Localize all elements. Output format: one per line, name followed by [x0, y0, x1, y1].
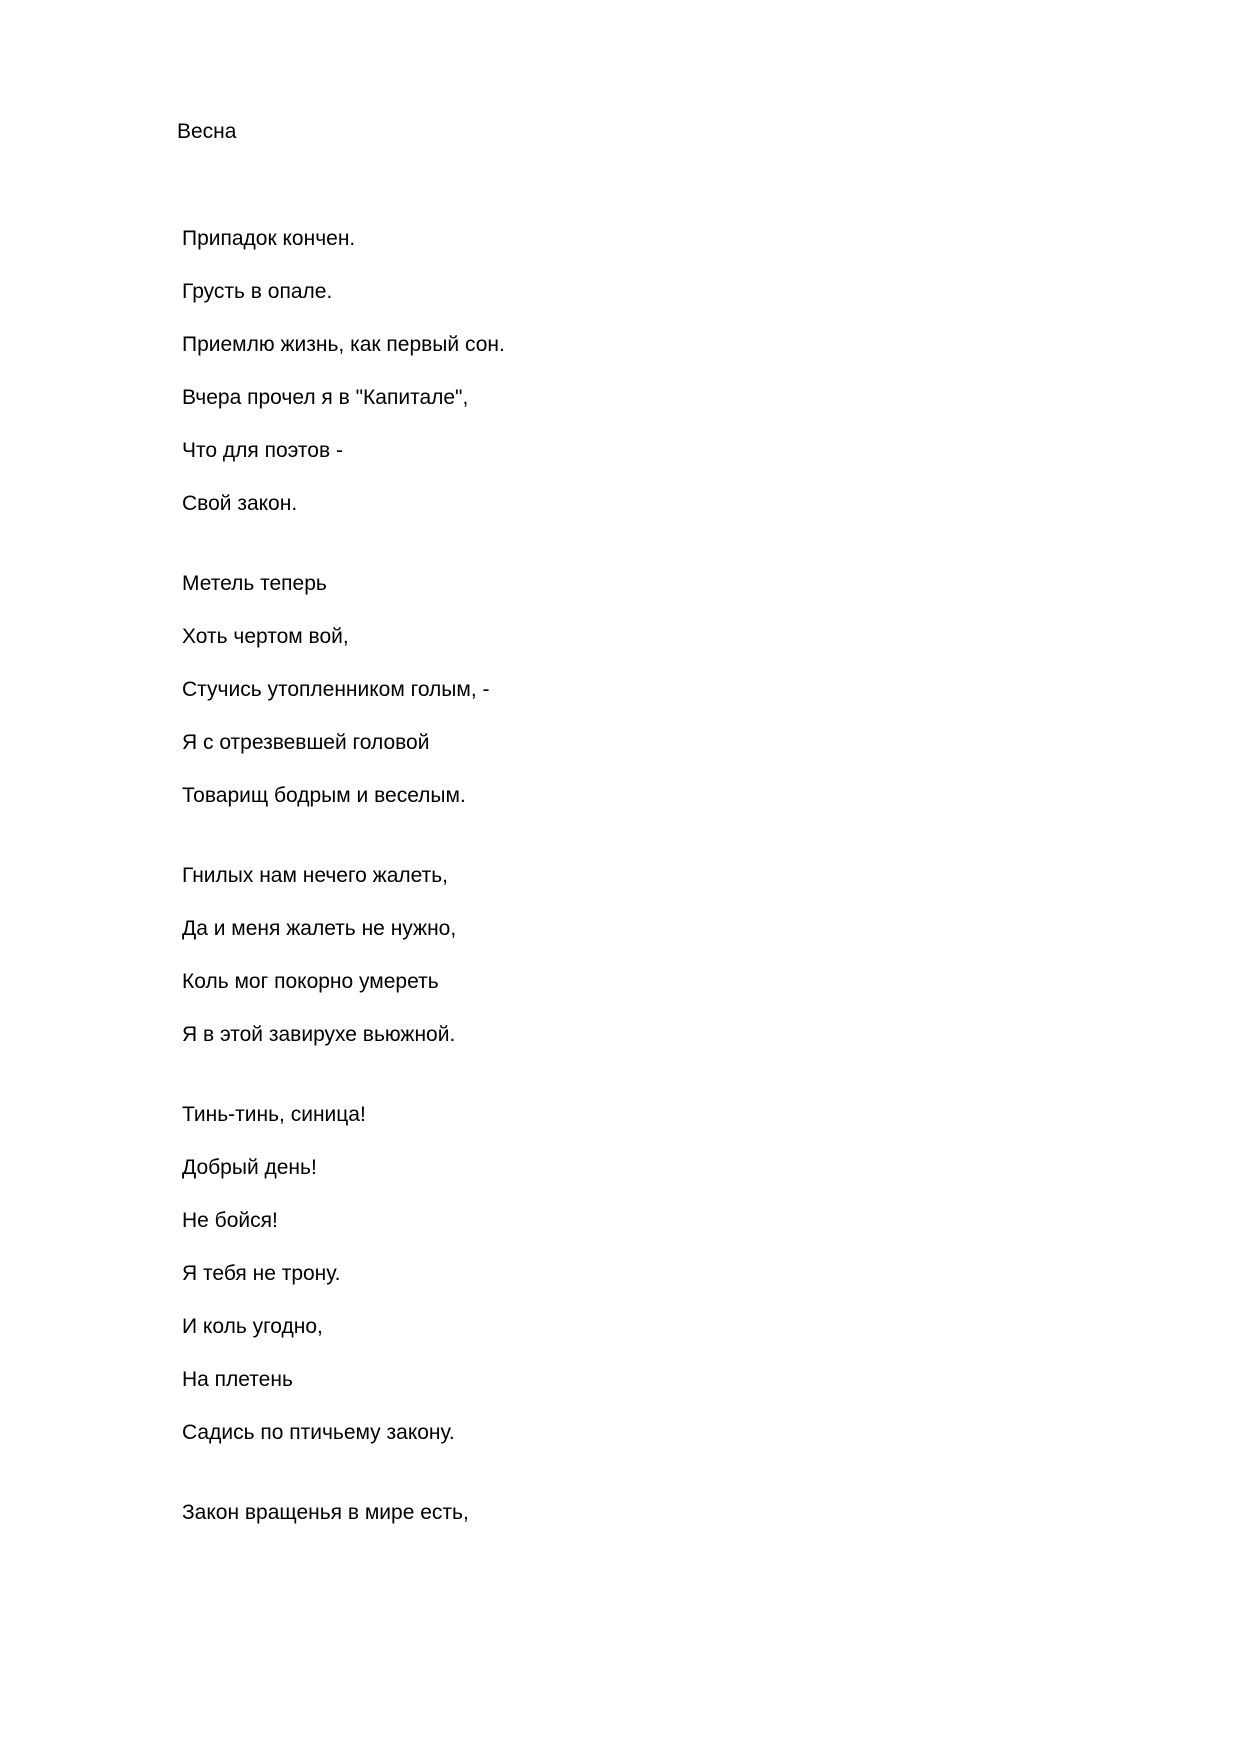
poem-line: И коль угодно,	[182, 1315, 323, 1338]
poem-line: Приемлю жизнь, как первый сон.	[182, 333, 505, 356]
poem-line: Я тебя не трону.	[182, 1262, 341, 1285]
poem-line: Вчера прочел я в "Капитале",	[182, 386, 469, 409]
stanza-4	[182, 1101, 505, 1446]
poem-line: Припадок кончен.	[182, 227, 356, 250]
poem-line: Стучись утопленником голым, -	[182, 678, 490, 701]
stanza-1	[182, 225, 505, 517]
poem-line: На плетень	[182, 1368, 293, 1391]
stanza-3	[182, 862, 505, 1048]
poem-line: Садись по птичьему закону.	[182, 1421, 455, 1444]
poem-line: Закон вращенья в мире есть,	[182, 1501, 469, 1524]
poem-line: Тинь-тинь, синица!	[182, 1103, 366, 1126]
poem-line: Метель теперь	[182, 572, 327, 595]
poem-line: Свой закон.	[182, 492, 298, 515]
poem-line: Я с отрезвевшей головой	[182, 731, 430, 754]
poem-line: Да и меня жалеть не нужно,	[182, 917, 457, 940]
poem-line: Товарищ бодрым и веселым.	[182, 784, 466, 807]
poem-line: Гнилых нам нечего жалеть,	[182, 864, 449, 887]
poem-body	[182, 225, 505, 1579]
poem-line: Не бойся!	[182, 1209, 278, 1232]
poem-title: Весна	[177, 120, 237, 143]
stanza-5	[182, 1499, 505, 1526]
poem-line: Хоть чертом вой,	[182, 625, 349, 648]
poem-line: Я в этой завирухе вьюжной.	[182, 1023, 456, 1046]
poem-line: Коль мог покорно умереть	[182, 970, 439, 993]
poem-line: Что для поэтов -	[182, 439, 343, 462]
poem-line: Добрый день!	[182, 1156, 317, 1179]
stanza-2	[182, 570, 505, 809]
poem-line: Грусть в опале.	[182, 280, 333, 303]
